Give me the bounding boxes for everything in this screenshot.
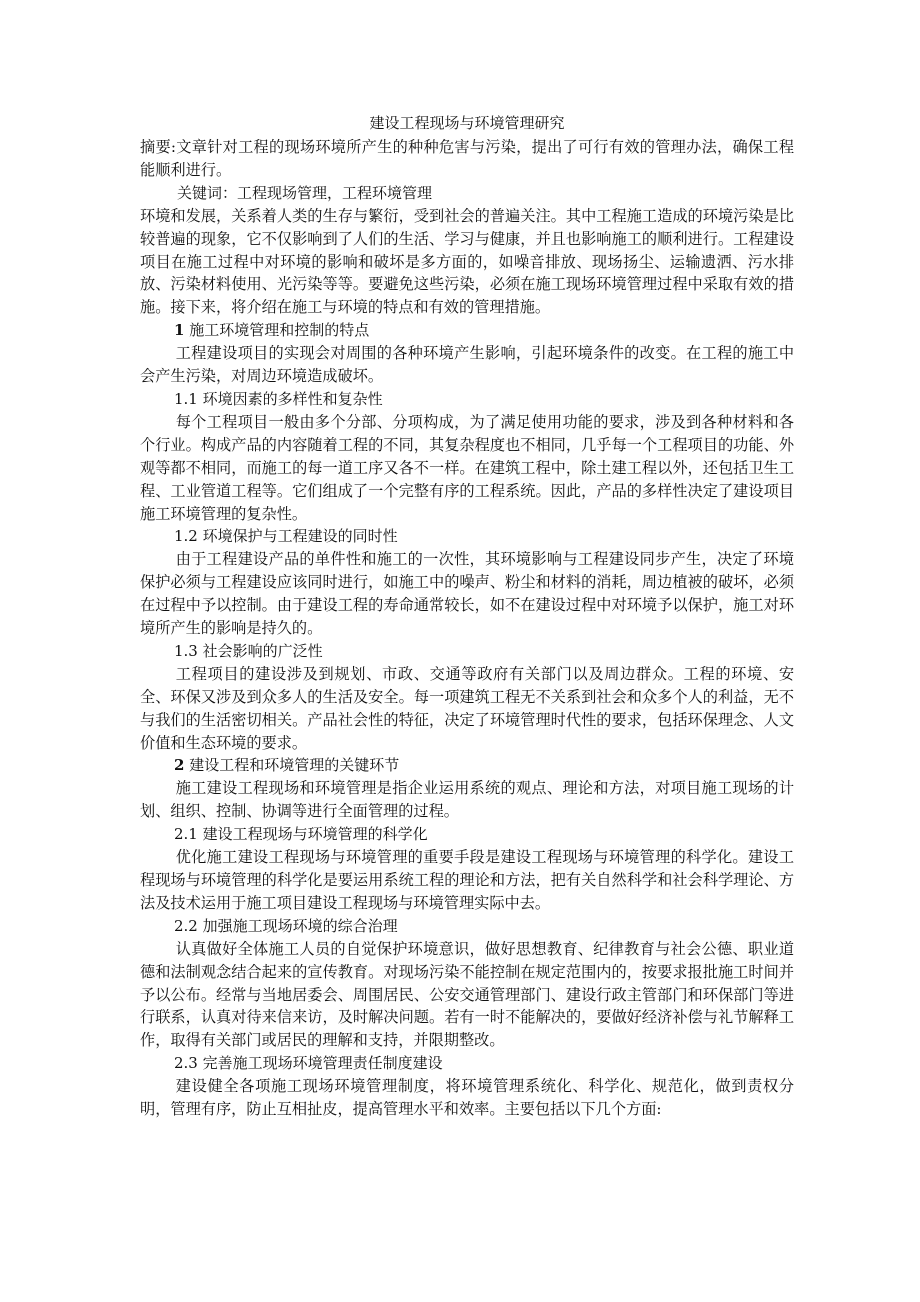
section-2-heading <box>140 754 794 777</box>
section-1-3-heading: 1.3 社会影响的广泛性 <box>174 641 323 660</box>
section-1-title: 施工环境管理和控制的特点 <box>189 321 370 340</box>
section-1-number: 1 <box>174 321 185 340</box>
section-1-2-paragraph: 由于工程建设产品的单件性和施工的一次性，其环境影响与工程建设同步产生，决定了环境保护必须与工程建设应该同时进行，如施工中的噪声、粉尘和材料的消耗，周边植被的破坏，必须在过程中予以控制。由于建设工程的寿命通常较长，如不在建设过程中对环境予以保护，施工对环境所产生的影响是持久的。 <box>140 550 794 638</box>
document-title: 建设工程现场与环境管理研究 <box>369 114 565 132</box>
section-2-3-heading: 2.3 完善施工现场环境管理责任制度建设 <box>174 1054 443 1073</box>
section-1-1-heading: 1.1 环境因素的多样性和复杂性 <box>174 389 383 408</box>
section-2-3-paragraph: 建设健全各项施工现场环境管理制度，将环境管理系统化、科学化、规范化，做到责权分明，管理有序，防止互相扯皮，提高管理水平和效率。主要包括以下几个方面: <box>140 1077 794 1119</box>
section-2-number: 2 <box>174 756 185 775</box>
abstract-text: 文章针对工程的现场环境所产生的种种危害与污染，提出了可行有效的管理办法，确保工程能顺利进行。 <box>140 138 795 179</box>
section-1-3-paragraph: 工程项目的建设涉及到规划、市政、交通等政府有关部门以及周边群众。工程的环境、安全、环保又涉及到众多人的生活及安全。每一项建筑工程无不关系到社会和众多个人的利益，无不与我们的生活密切相关。产品社会性的特征，决定了环境管理时代性的要求，包括环保理念、人文价值和生态环境的要求。 <box>140 664 794 752</box>
abstract <box>140 136 794 182</box>
section-2-title: 建设工程和环境管理的关键环节 <box>184 756 400 775</box>
section-2-1-heading: 2.1 建设工程现场与环境管理的科学化 <box>174 825 428 844</box>
section-2-2-paragraph: 认真做好全体施工人员的自觉保护环境意识，做好思想教育、纪律教育与社会公德、职业道德和法制观念结合起来的宣传教育。对现场污染不能控制在规定范围内的，按要求报批施工时间并予以公布。经常与当地居委会、周围居民、公安交通管理部门、建设行政主管部门和环保部门等进行联系，认真对待来信来访，及时解决问题。若有一时不能解决的，要做好经济补偿与礼节解释工作，取得有关部门或居民的理解和支持，并限期整改。 <box>140 939 794 1050</box>
section-1-1-paragraph: 每个工程项目一般由多个分部、分项构成，为了满足使用功能的要求，涉及到各种材料和各个行业。构成产品的内容随着工程的不同，其复杂程度也不相同，几乎每一个工程项目的功能、外观等都不相同，而施工的每一道工序又各不一样。在建筑工程中，除土建工程以外，还包括卫生工程、工业管道工程等。它们组成了一个完整有序的工程系统。因此，产品的多样性决定了建设项目施工环境管理的复杂性。 <box>140 412 794 523</box>
abstract-label: 摘要: <box>140 138 177 156</box>
section-1-paragraph: 工程建设项目的实现会对周围的各种环境产生影响，引起环境条件的改变。在工程的施工中会产生污染，对周边环境造成破坏。 <box>140 344 794 386</box>
section-1-2-heading: 1.2 环境保护与工程建设的同时性 <box>174 527 398 546</box>
intro-paragraph: 环境和发展，关系着人类的生存与繁衍，受到社会的普遍关注。其中工程施工造成的环境污染是比较普遍的现象，它不仅影响到了人们的生活、学习与健康，并且也影响施工的顺利进行。工程建设项目在施工过程中对环境的影响和破坏是多方面的，如噪音排放、现场扬尘、运输遗洒、污水排放、污染材料使用、光污染等等。要避免这些污染，必须在施工现场环境管理过程中采取有效的措施。接下来，将介绍在施工与环境的特点和有效的管理措施。 <box>140 206 794 317</box>
section-2-2-heading: 2.2 加强施工现场环境的综合治理 <box>174 916 398 935</box>
document-page <box>140 112 794 1121</box>
keywords: 关键词：工程现场管理，工程环境管理 <box>177 183 433 202</box>
section-1-heading <box>140 319 794 342</box>
section-2-paragraph: 施工建设工程现场和环境管理是指企业运用系统的观点、理论和方法，对项目施工现场的计划、组织、控制、协调等进行全面管理的过程。 <box>140 779 794 821</box>
section-2-1-paragraph: 优化施工建设工程现场与环境管理的重要手段是建设工程现场与环境管理的科学化。建设工程现场与环境管理的科学化是要运用系统工程的理论和方法，把有关自然科学和社会科学理论、方法及技术运用于施工项目建设工程现场与环境管理实际中去。 <box>140 848 794 912</box>
